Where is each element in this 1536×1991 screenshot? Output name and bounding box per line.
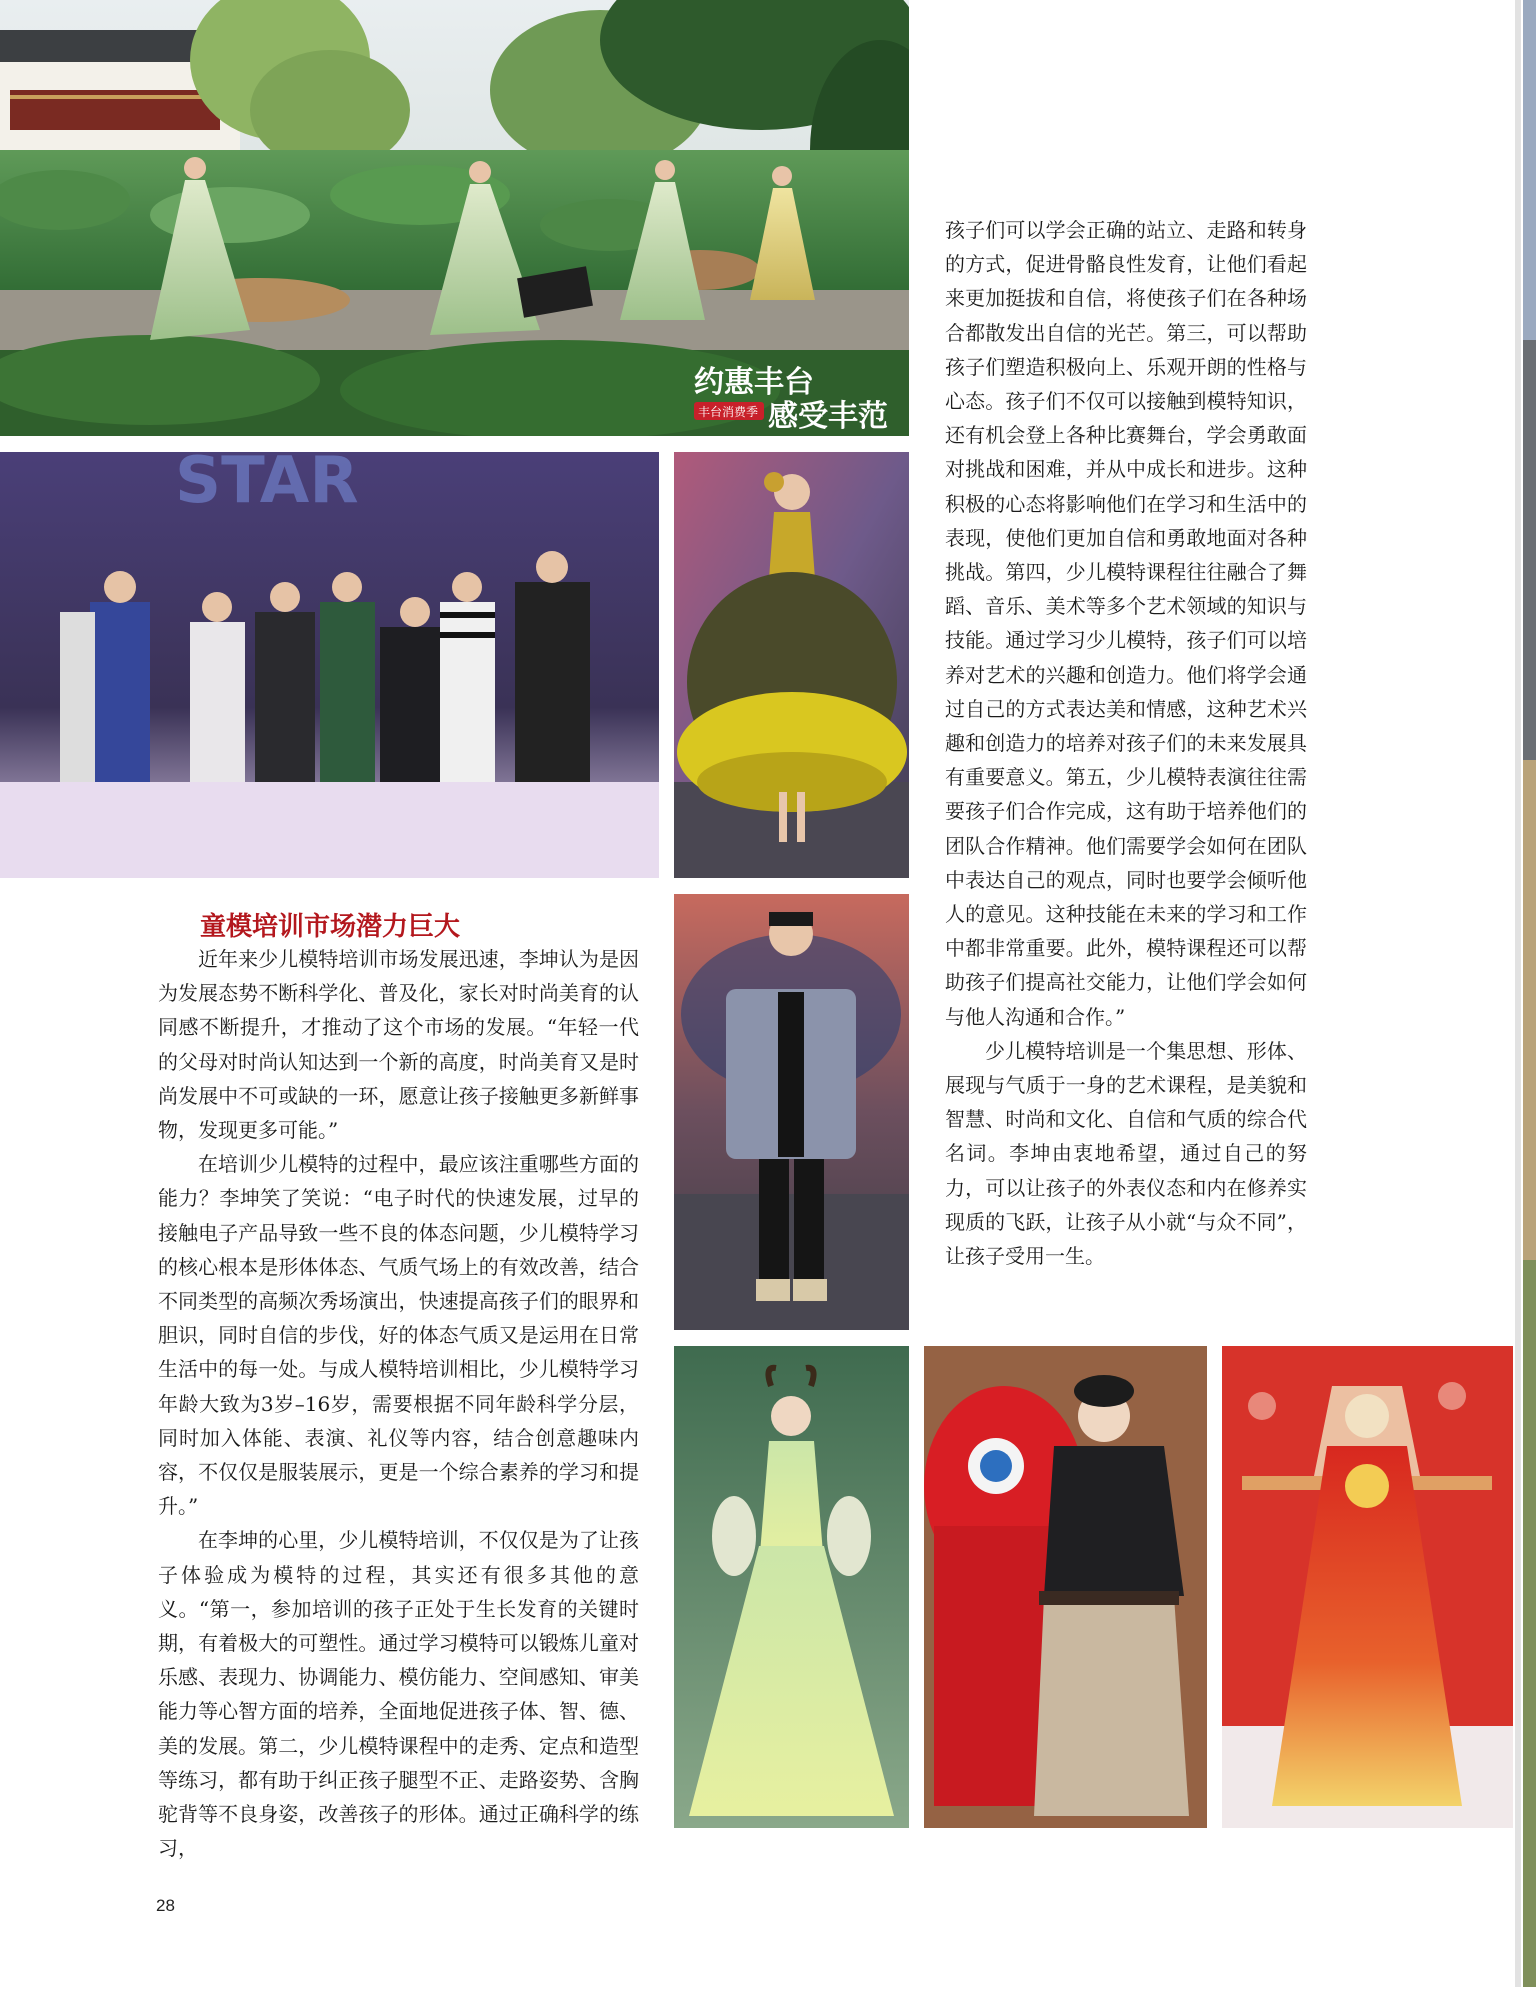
photo-group-runway	[0, 452, 659, 878]
paragraph-2: 在培训少儿模特的过程中，最应该注重哪些方面的能力？李坤笑了笑说：“电子时代的快速发展，过早的接触电子产品导致一些不良的体态问题，少儿模特学习的核心根本是形体体态、气质气场上的有效改善，结合不同类型的高频次秀场演出，快速提高孩子们的眼界和胆识，同时自信的步伐，好的体态气质又是运用在日常生活中的每一处。与成人模特培训相比，少儿模特学习年龄大致为3岁–16岁，需要根据不同年龄科学分层，同时加入体能、表演、礼仪等内容，结合创意趣味内容，不仅仅是服装展示，更是一个综合素养的学习和提升。”	[158, 1152, 639, 1519]
left-text-column	[158, 942, 639, 1865]
paragraph-5: 少儿模特培训是一个集思想、形体、展现与气质于一身的艺术课程，是美貌和智慧、时尚和文化、自信和气质的综合代名词。李坤由衷地希望，通过自己的努力，可以让孩子的外表仪态和内在修养实现质的飞跃，让孩子从小就“与众不同”，让孩子受用一生。	[945, 1038, 1307, 1269]
logo-line2: 感受丰范	[768, 399, 888, 434]
logo-tag: 丰台消费季	[698, 405, 759, 419]
page-number: 28	[156, 1896, 175, 1915]
logo-line1: 约惠丰台	[694, 365, 814, 400]
paragraph-1: 近年来少儿模特培训市场发展迅速，李坤认为是因为发展态势不断科学化、普及化，家长对时尚美育的认同感不断提升，才推动了这个市场的发展。“年轻一代的父母对时尚认知达到一个新的高度，时尚美育又是时尚发展中不可或缺的一环，愿意让孩子接触更多新鲜事物，发现更多可能。”	[158, 947, 639, 1143]
stage-backdrop-text: STAR	[175, 452, 359, 518]
paragraph-4: 孩子们可以学会正确的站立、走路和转身的方式，促进骨骼良性发育，让他们看起来更加挺拔和自信，将使孩子们在各种场合都散发出自信的光芒。第三，可以帮助孩子们塑造积极向上、乐观开朗的性格与心态。孩子们不仅可以接触到模特知识，还有机会登上各种比赛舞台，学会勇敢面对挑战和困难，并从中成长和进步。这种积极的心态将影响他们在学习和生活中的表现，使他们更加自信和勇敢地面对各种挑战。第四，少儿模特课程往往融合了舞蹈、音乐、美术等多个艺术领域的知识与技能。通过学习少儿模特，孩子们可以培养对艺术的兴趣和创造力。他们将学会通过自己的方式表达美和情感，这种艺术兴趣和创造力的培养对孩子们的未来发展具有重要意义。第五，少儿模特表演往往需要孩子们合作完成，这有助于培养他们的团队合作精神。他们需要学会如何在团队中表达自己的观点，同时也要学会倾听他人的意见。这种技能在未来的学习和工作中都非常重要。此外，模特课程还可以帮助孩子们提高社交能力，让他们学会如何与他人沟通和合作。”	[945, 218, 1307, 1029]
photo-red-hanfu	[1222, 1346, 1513, 1828]
paragraph-3: 在李坤的心里，少儿模特培训，不仅仅是为了让孩子体验成为模特的过程，其实还有很多其他的意义。“第一，参加培训的孩子正处于生长发育的关键时期，有着极大的可塑性。通过学习模特可以锻炼儿童对乐感、表现力、协调能力、模仿能力、空间感知、审美能力等心智方面的培养，全面地促进孩子体、智、德、美的发展。第二，少儿模特课程中的走秀、定点和造型等练习，都有助于纠正孩子腿型不正、走路姿势、含胸驼背等不良身姿，改善孩子的形体。通过正确科学的练习，	[158, 1528, 639, 1861]
photo-lion-dance-costume	[924, 1346, 1207, 1828]
photo-boy-gray-jacket	[674, 894, 909, 1330]
right-text-column	[945, 213, 1307, 1273]
section-heading: 童模培训市场潜力巨大	[200, 912, 461, 942]
adjacent-page-edge	[1515, 0, 1536, 1987]
photo-green-feather-gown	[674, 1346, 909, 1828]
event-logo	[690, 358, 890, 438]
photo-yellow-ruffle-dress	[674, 452, 909, 878]
